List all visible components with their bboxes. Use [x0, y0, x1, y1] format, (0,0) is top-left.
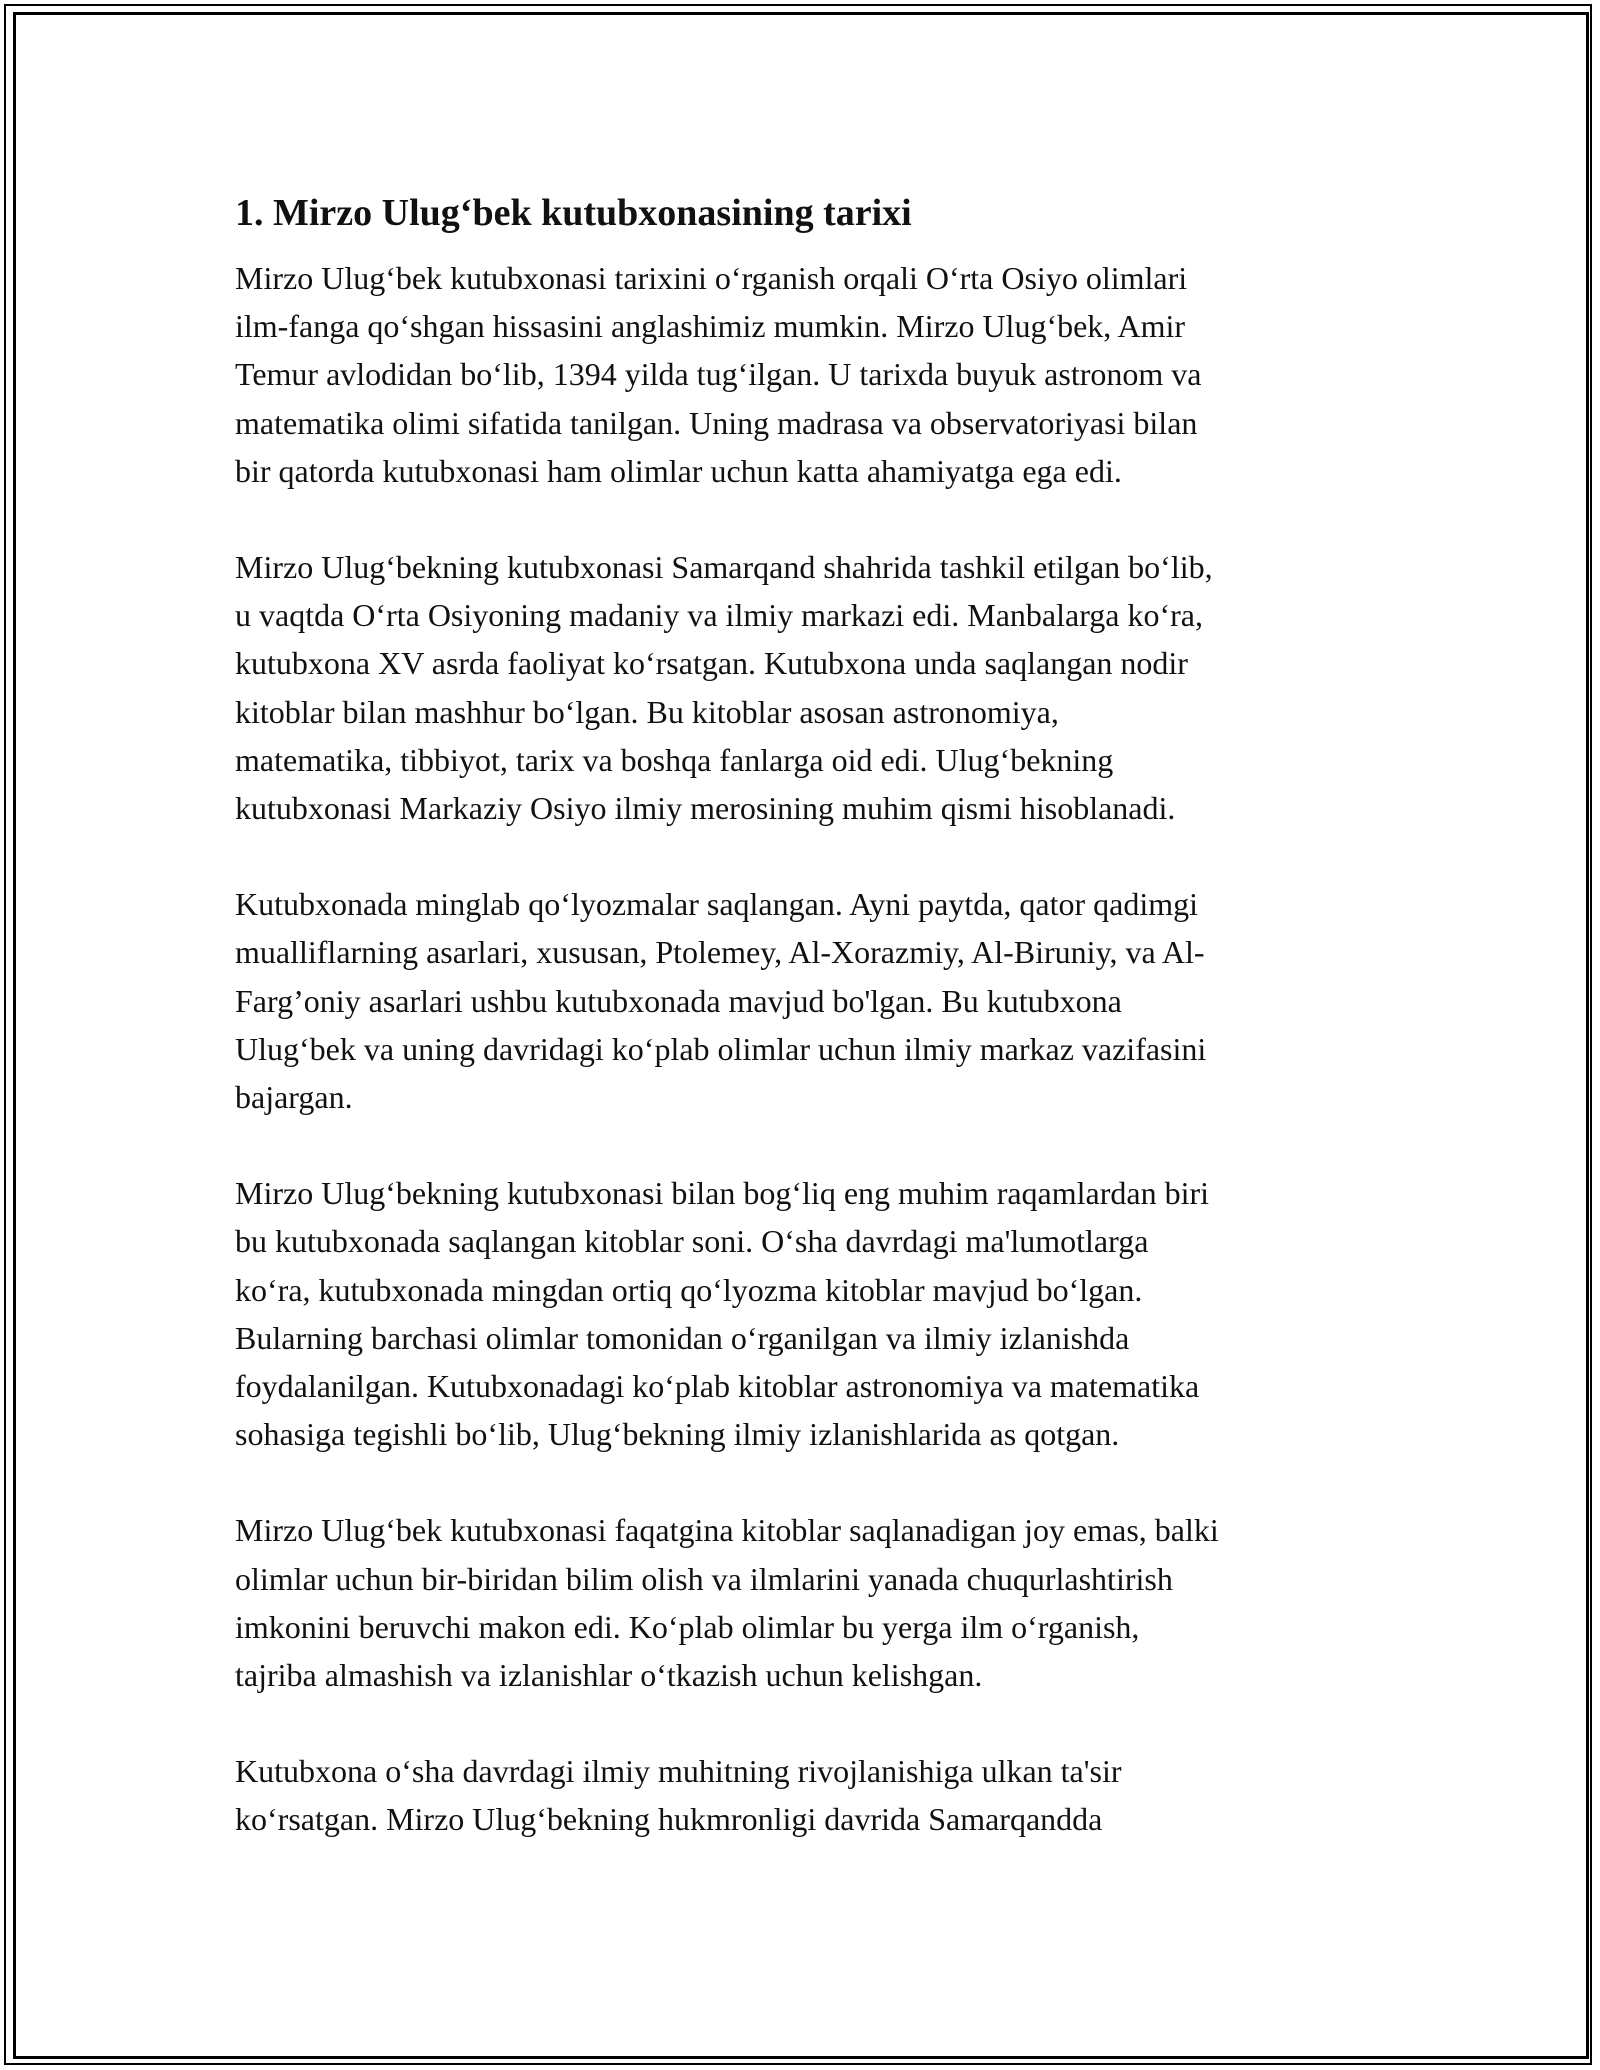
text-line: sohasiga tegishli bo‘lib, Ulug‘bekning ilmiy izlanishlarida as qotgan. — [235, 1416, 1120, 1453]
text-line: bir qatorda kutubxonasi ham olimlar uchun katta ahamiyatga ega edi. — [235, 452, 1122, 489]
text-line: kutubxonasi Markaziy Osiyo ilmiy merosining muhim qismi hisoblanadi. — [235, 790, 1176, 827]
text-line: ilm-fanga qo‘shgan hissasini anglashimiz mumkin. Mirzo Ulug‘bek, Amir — [235, 308, 1186, 345]
text-line: Kutubxona o‘sha davrdagi ilmiy muhitning rivojlanishiga ulkan ta'sir — [235, 1753, 1122, 1790]
text-line: foydalanilgan. Kutubxonadagi ko‘plab kitoblar astronomiya va matematika — [235, 1368, 1200, 1405]
paragraph — [235, 1506, 1370, 1699]
text-line: u vaqtda O‘rta Osiyoning madaniy va ilmiy markazi edi. Manbalarga ko‘ra, — [235, 597, 1203, 634]
paragraph — [235, 254, 1370, 495]
text-line: bajargan. — [235, 1079, 353, 1116]
text-line: olimlar uchun bir-biridan bilim olish va ilmlarini yanada chuqurlashtirish — [235, 1560, 1173, 1597]
document-title: 1. Mirzo Ulug‘bek kutubxonasining tarixi — [235, 192, 912, 234]
paragraph — [235, 880, 1370, 1121]
text-line: Mirzo Ulug‘bekning kutubxonasi Samarqand shahrida tashkil etilgan bo‘lib, — [235, 549, 1213, 586]
text-line: Bularning barchasi olimlar tomonidan o‘rganilgan va ilmiy izlanishda — [235, 1319, 1130, 1356]
paragraph — [235, 1747, 1370, 1843]
paragraph — [235, 543, 1370, 832]
text-line: Mirzo Ulug‘bek kutubxonasi faqatgina kitoblar saqlanadigan joy emas, balki — [235, 1512, 1219, 1549]
text-line: Temur avlodidan bo‘lib, 1394 yilda tug‘ilgan. U tarixda buyuk astronom va — [235, 356, 1202, 393]
text-line: ko‘ra, kutubxonada mingdan ortiq qo‘lyozma kitoblar mavjud bo‘lgan. — [235, 1271, 1143, 1308]
text-line: Mirzo Ulug‘bek kutubxonasi tarixini o‘rganish orqali O‘rta Osiyo olimlari — [235, 260, 1188, 296]
text-line: mualliflarning asarlari, xususan, Ptolemey, Al-Xorazmiy, Al-Biruniy, va Al- — [235, 934, 1205, 971]
text-line: Farg’oniy asarlari ushbu kutubxonada mavjud bo'lgan. Bu kutubxona — [235, 982, 1122, 1019]
text-line: ko‘rsatgan. Mirzo Ulug‘bekning hukmronligi davrida Samarqandda — [235, 1801, 1103, 1838]
text-line: Mirzo Ulug‘bekning kutubxonasi bilan bog‘liq eng muhim raqamlardan biri — [235, 1175, 1210, 1212]
text-line: Ulug‘bek va uning davridagi ko‘plab olimlar uchun ilmiy markaz vazifasini — [235, 1030, 1207, 1067]
text-line: bu kutubxonada saqlangan kitoblar soni. O‘sha davrdagi ma'lumotlarga — [235, 1223, 1149, 1260]
document-body — [235, 188, 1370, 1892]
text-line: tajriba almashish va izlanishlar o‘tkazish uchun kelishgan. — [235, 1657, 983, 1694]
text-line: kutubxona XV asrda faoliyat ko‘rsatgan. Kutubxona unda saqlangan nodir — [235, 645, 1188, 682]
text-line: kitoblar bilan mashhur bo‘lgan. Bu kitoblar asosan astronomiya, — [235, 693, 1059, 730]
text-line: Kutubxonada minglab qo‘lyozmalar saqlangan. Ayni paytda, qator qadimgi — [235, 886, 1199, 923]
text-line: matematika, tibbiyot, tarix va boshqa fanlarga oid edi. Ulug‘bekning — [235, 741, 1114, 778]
text-line: imkonini beruvchi makon edi. Ko‘plab olimlar bu yerga ilm o‘rganish, — [235, 1608, 1140, 1645]
paragraph — [235, 1169, 1370, 1458]
text-line: matematika olimi sifatida tanilgan. Uning madrasa va observatoriyasi bilan — [235, 404, 1198, 441]
